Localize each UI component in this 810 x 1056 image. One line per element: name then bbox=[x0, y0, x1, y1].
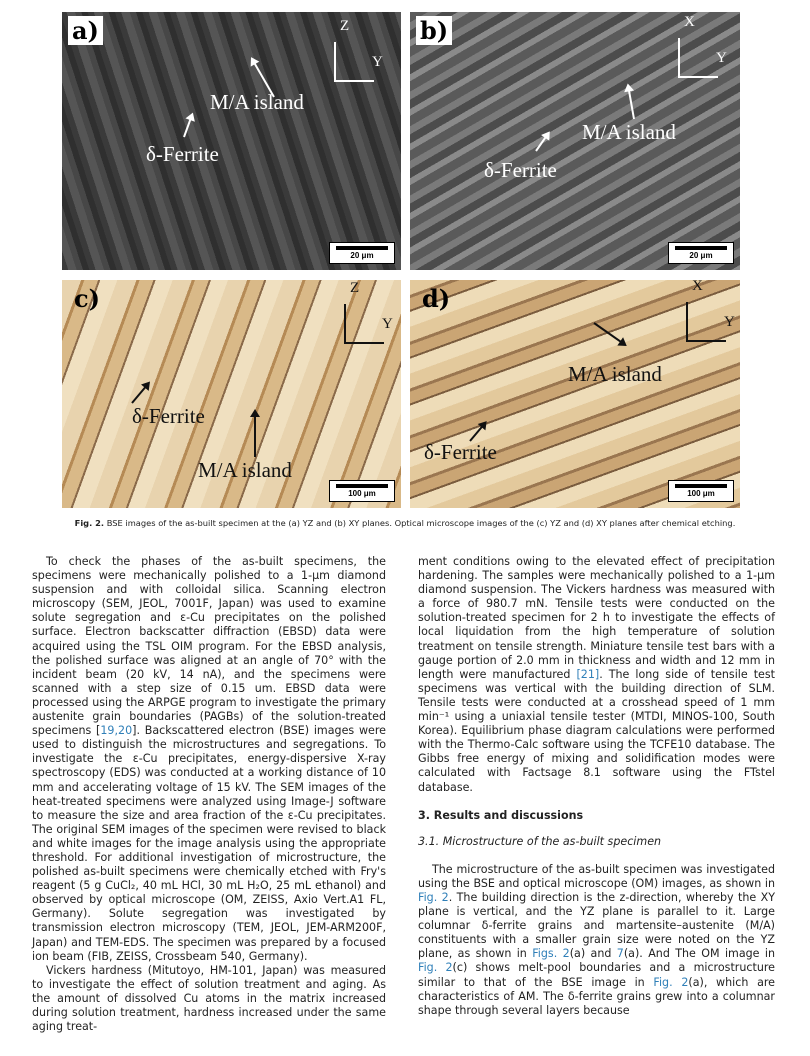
figure-link[interactable]: Fig. 2 bbox=[653, 975, 689, 989]
arrow bbox=[593, 322, 625, 345]
left-column bbox=[32, 555, 386, 1034]
citation-link[interactable]: 19,20 bbox=[100, 724, 133, 738]
arrow bbox=[183, 114, 193, 137]
annotation-delta-ferrite: δ-Ferrite bbox=[484, 158, 557, 182]
annotation-delta-ferrite: δ-Ferrite bbox=[424, 440, 497, 464]
panel-label: a) bbox=[68, 16, 103, 45]
axis-vertical-label: X bbox=[692, 280, 703, 294]
citation-link[interactable]: [21] bbox=[576, 667, 600, 681]
figure-panel-b bbox=[410, 12, 740, 270]
annotation-delta-ferrite: δ-Ferrite bbox=[146, 142, 219, 166]
axis-indicator bbox=[678, 14, 727, 78]
axis-vertical-label: Z bbox=[350, 280, 360, 296]
caption-label: Fig. 2. bbox=[74, 518, 105, 528]
figure-panel-a bbox=[62, 12, 401, 270]
panel-label: c) bbox=[74, 284, 100, 313]
figure-panel-c bbox=[62, 280, 401, 508]
arrow bbox=[254, 411, 256, 457]
axis-indicator bbox=[334, 18, 383, 82]
subsection-heading: 3.1. Microstructure of the as-built specimen bbox=[418, 834, 662, 848]
figure-link[interactable]: Figs. 2 bbox=[532, 947, 570, 961]
annotation-ma-island: M/A island bbox=[582, 120, 676, 144]
axis-vertical-label: Z bbox=[340, 18, 350, 34]
panel-label: d) bbox=[422, 284, 451, 313]
right-column bbox=[418, 555, 775, 1018]
axis-indicator bbox=[686, 280, 735, 342]
figure-panel-d bbox=[410, 280, 740, 508]
section-heading: 3. Results and discussions bbox=[418, 808, 584, 822]
annotation-ma-island: M/A island bbox=[210, 90, 304, 114]
paragraph: Vickers hardness (Mitutoyo, HM-101, Japan) was measured to investigate the effect of solution treatment and aging. As the amount of dissolved Cu atoms in the matrix increased during solution treatment, hardness increased under the same aging treat- bbox=[32, 963, 386, 1034]
figure-link[interactable]: 7 bbox=[616, 947, 624, 961]
axis-horizontal-label: Y bbox=[716, 50, 727, 66]
axis-horizontal-label: Y bbox=[382, 316, 393, 332]
figure-link[interactable]: Fig. 2 bbox=[418, 890, 449, 904]
arrow bbox=[627, 85, 635, 119]
caption-text: BSE images of the as-built specimen at the (a) YZ and (b) XY planes. Optical microscope images of the (c) YZ and (d) XY planes after chemical etching. bbox=[106, 518, 736, 528]
paragraph: The microstructure of the as-built specimen was investigated using the BSE and optical microscope (OM) images, as shown in Fig. 2. The building direction is the z-direction, whereby the XY plane is vertical, and the YZ plane is parallel to it. Large columnar δ-ferrite grains and martensite–austenite (M/A) constituents with a smaller grain size were noted on the YZ plane, as shown in Figs. 2(a) and 7(a). And The OM image in Fig. 2(c) shows melt-pool boundaries and a microstructure similar to that of the BSE image in Fig. 2(a), which are characteristics of AM. The δ-ferrite grains grew into a columnar shape through several layers because bbox=[418, 862, 776, 1017]
annotation-ma-island: M/A island bbox=[198, 458, 292, 482]
arrow bbox=[131, 382, 149, 403]
annotation-ma-island: M/A island bbox=[568, 362, 662, 386]
arrow bbox=[469, 422, 486, 442]
axis-horizontal-label: Y bbox=[724, 314, 735, 330]
axis-indicator bbox=[344, 280, 393, 344]
arrow bbox=[535, 132, 549, 151]
scale-bar: 20 μm bbox=[329, 242, 395, 264]
scale-bar: 100 μm bbox=[668, 480, 734, 502]
panel-label: b) bbox=[416, 16, 452, 45]
figure-caption bbox=[0, 518, 810, 528]
scale-bar: 100 μm bbox=[329, 480, 395, 502]
paragraph: To check the phases of the as-built specimens, the specimens were mechanically polished to a 1-μm diamond suspension and with colloidal silica. Scanning electron microscopy (SEM, JEOL, 7001F, Japan) was used to examine solute segregation and ε-Cu precipitates on the polished surface. Electron backscatter diffraction (EBSD) data were acquired using the TSL OIM program. For the EBSD analysis, the polished surface was aligned at an angle of 70° with the incident beam (20 kV, 14 nA), and the specimens were scanned with a step size of 0.15 um. EBSD data were processed using the ARPGE program to investigate the primary austenite grain boundaries (PAGBs) of the solution-treated specimens [19,20]. Backscattered electron (BSE) images were used to distinguish the microstructures and segregations. To investigate the ε-Cu precipitates, energy-dispersive X-ray spectroscopy (EDS) was conducted at a working distance of 10 mm and accelerating voltage of 15 kV. The SEM images of the heat-treated specimens were analyzed using Image-J software to measure the size and area fraction of the ε-Cu precipitates. The original SEM images of the specimen were revised to black and white images for the image analysis using the appropriate threshold. For additional investigation of microstructure, the polished as-built specimens were chemically etched with Fry's reagent (5 g CuCl₂, 40 mL HCl, 30 mL H₂O, 25 mL ethanol) and observed by optical microscope (OM, ZEISS, Axio Vert.A1 FL, Germany). Solute segregation was investigated by transmission electron microscopy (TEM, JEOL, JEM-ARM200F, Japan) and TEM-EDS. The specimen was prepared by a focused ion beam (FIB, ZEISS, Crossbeam 540, Germany). bbox=[32, 555, 386, 963]
figure-link[interactable]: Fig. 2 bbox=[418, 961, 453, 975]
paragraph: ment conditions owing to the elevated effect of precipitation hardening. The samples were mechanically polished to a 1-μm diamond suspension. The Vickers hardness was measured with a force of 980.7 mN. Tensile tests were conducted on the solution-treated specimen for 2 h to investigate the effects of local liquidation from the high temperature of solution treatment on tensile strength. Miniature tensile test bars with a gauge portion of 2.0 mm in thickness and width and 12 mm in length were manufactured [21]. The long side of tensile test specimens was vertical with the building direction of SLM. Tensile tests were conducted at a crosshead speed of 1 mm min⁻¹ using a uniaxial tensile tester (MTDI, MINOS-100, South Korea). Equilibrium phase diagram calculations were performed with the Thermo-Calc software using the TCFE10 database. The Gibbs free energy of mixing and solidification modes were calculated with Factsage 8.1 software using the FTstel database. bbox=[418, 555, 775, 794]
axis-horizontal-label: Y bbox=[372, 54, 383, 70]
axis-vertical-label: X bbox=[684, 14, 695, 30]
annotation-delta-ferrite: δ-Ferrite bbox=[132, 404, 205, 428]
scale-bar: 20 μm bbox=[668, 242, 734, 264]
